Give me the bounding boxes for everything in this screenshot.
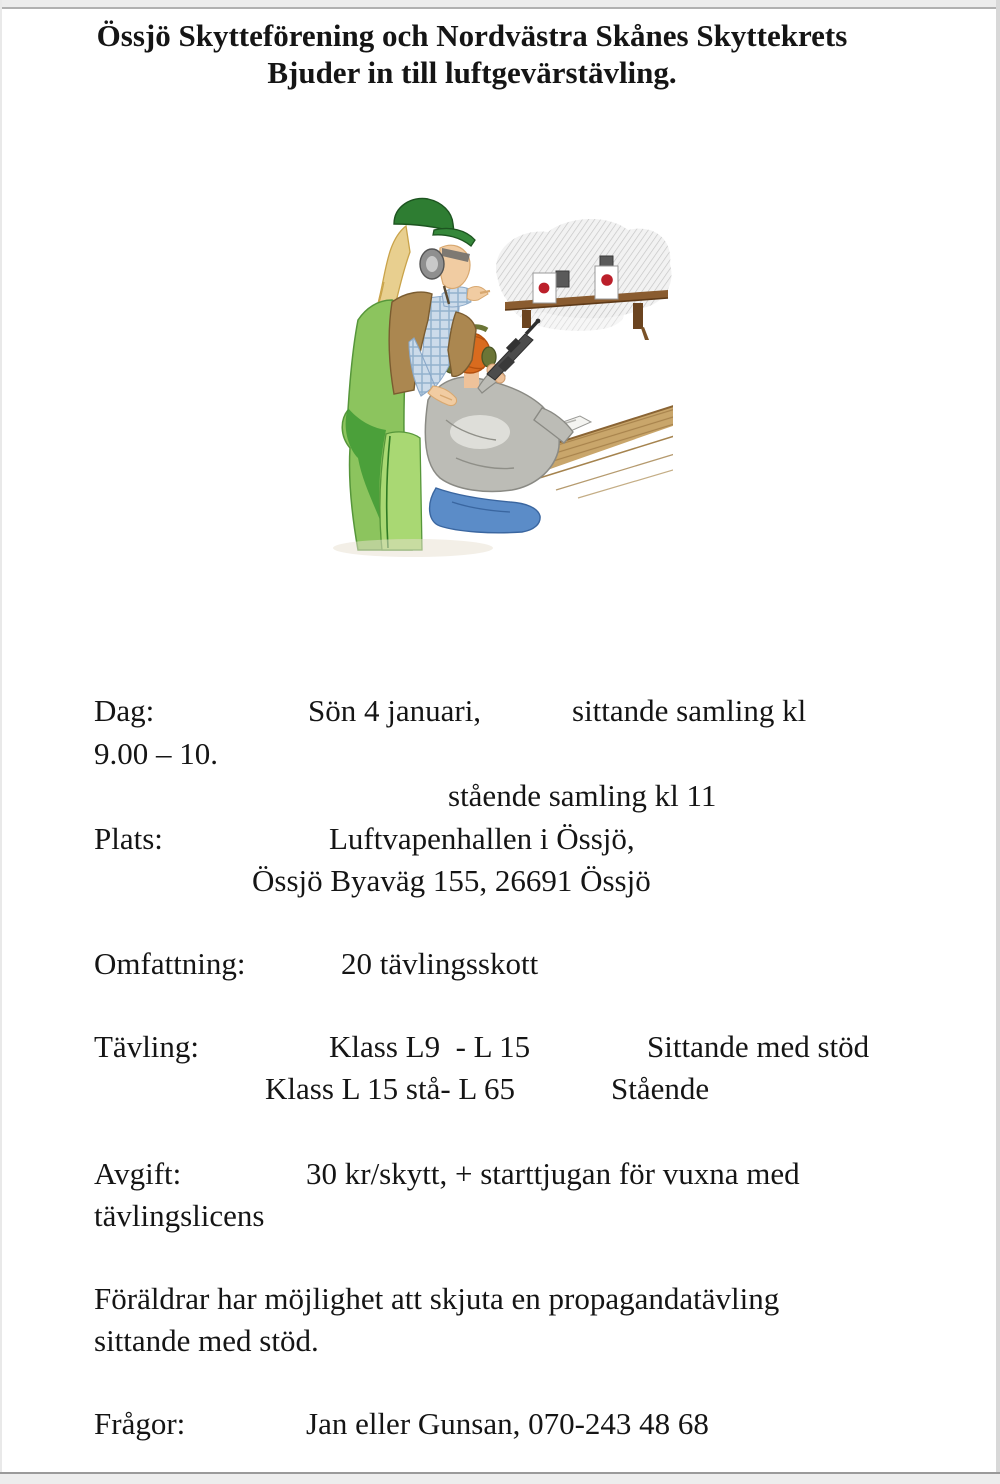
field-value-omfattning: 20 tävlingsskott <box>341 946 539 981</box>
shooting-instruction-illustration <box>328 190 673 558</box>
field-label-avgift: Avgift: <box>94 1156 182 1191</box>
field-class1: Klass L9 - L 15 <box>329 1029 531 1064</box>
flyer-title <box>0 17 944 91</box>
info-parents-line2: sittande med stöd. <box>94 1323 319 1358</box>
field-mode1: Sittande med stöd <box>647 1029 870 1064</box>
field-value-plats: Luftvapenhallen i Össjö, <box>329 821 635 856</box>
flyer-title-line2: Bjuder in till luftgevärstävling. <box>267 55 677 90</box>
flyer-title-line1: Össjö Skytteförening och Nordvästra Skånes Skyttekrets <box>96 18 848 53</box>
watercolor-ground-wash <box>333 539 493 557</box>
field-value-avgift-cont: tävlingslicens <box>94 1198 265 1233</box>
field-time-range: 9.00 – 10. <box>94 736 218 771</box>
field-class2: Klass L 15 stå- L 65 <box>265 1071 515 1106</box>
field-label-tavling: Tävling: <box>94 1029 200 1064</box>
field-label-omfattning: Omfattning: <box>94 946 246 981</box>
air-rifle <box>487 319 540 380</box>
field-address: Össjö Byaväg 155, 26691 Össjö <box>252 863 651 898</box>
field-label-dag: Dag: <box>94 693 155 728</box>
scan-edge-right <box>996 0 1000 1484</box>
scan-edge-bottom <box>0 1472 1000 1484</box>
field-mode2: Stående <box>611 1071 710 1106</box>
scan-edge-left <box>0 0 2 1484</box>
field-value-avgift: 30 kr/skytt, + starttjugan för vuxna med <box>306 1156 800 1191</box>
field-value-fragor: Jan eller Gunsan, 070-243 48 68 <box>306 1406 709 1441</box>
info-parents-line1: Föräldrar har möjlighet att skjuta en propagandatävling <box>94 1281 780 1316</box>
field-label-plats: Plats: <box>94 821 163 856</box>
scan-edge-top <box>0 0 1000 9</box>
field-note-standing: stående samling kl 11 <box>448 778 717 813</box>
field-label-fragor: Frågor: <box>94 1406 186 1441</box>
field-note-sitting: sittande samling kl <box>572 693 807 728</box>
field-value-dag: Sön 4 januari, <box>308 693 482 728</box>
